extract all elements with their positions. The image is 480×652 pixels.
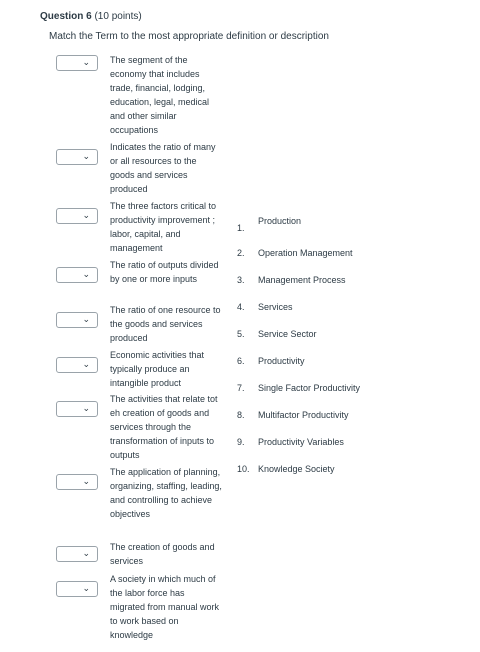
definition-text-4: The ratio of outputs divided by one or more inputs	[110, 260, 219, 284]
definition-text-1: The segment of the economy that includes trade, financial, lodging, education, legal, medical and other similar occupations	[110, 55, 210, 135]
answer-dropdown-4[interactable]	[56, 267, 98, 283]
answer-dropdown-5[interactable]	[56, 312, 98, 328]
answer-option-10	[237, 464, 335, 474]
answer-number: 1.	[237, 223, 245, 233]
answer-option-8	[237, 410, 349, 420]
definition-text-6: Economic activities that typically produce an intangible product	[110, 350, 205, 388]
answer-option-4	[237, 302, 293, 312]
answer-label: Service Sector	[258, 329, 317, 339]
answer-dropdown-2[interactable]	[56, 149, 98, 165]
chevron-down-icon: ⌄	[82, 404, 90, 414]
answer-dropdown-3[interactable]	[56, 208, 98, 224]
answer-label: Management Process	[258, 275, 346, 285]
chevron-down-icon: ⌄	[82, 549, 90, 559]
answer-label: Operation Management	[258, 248, 353, 258]
answer-number: 10.	[237, 464, 250, 474]
answer-option-7	[237, 383, 360, 393]
answer-number: 4.	[237, 302, 245, 312]
chevron-down-icon: ⌄	[82, 58, 90, 68]
definition-text-10: A society in which much of the labor force has migrated from manual work to work based on knowledge	[110, 574, 220, 640]
answer-option-1	[237, 216, 302, 233]
answer-number: 9.	[237, 437, 245, 447]
question-header	[40, 11, 142, 22]
answer-label: Multifactor Productivity	[258, 410, 349, 420]
answer-number: 6.	[237, 356, 245, 366]
definition-text-2: Indicates the ratio of many or all resources to the goods and services produced	[110, 142, 216, 194]
chevron-down-icon: ⌄	[82, 360, 90, 370]
answer-label: Productivity	[258, 356, 305, 366]
chevron-down-icon: ⌄	[82, 315, 90, 325]
answer-number: 2.	[237, 248, 245, 258]
answer-dropdown-6[interactable]	[56, 357, 98, 373]
question-points: (10 points)	[94, 11, 142, 22]
answer-dropdown-10[interactable]	[56, 581, 98, 597]
answer-label: Knowledge Society	[258, 464, 335, 474]
answer-number: 7.	[237, 383, 245, 393]
answer-option-2	[237, 248, 353, 258]
chevron-down-icon: ⌄	[82, 270, 90, 280]
answer-option-9	[237, 437, 344, 447]
answer-number: 8.	[237, 410, 245, 420]
question-title: Question 6	[40, 11, 92, 22]
answer-dropdown-8[interactable]	[56, 474, 98, 490]
answer-dropdown-1[interactable]	[56, 55, 98, 71]
answer-option-6	[237, 356, 305, 366]
chevron-down-icon: ⌄	[82, 477, 90, 487]
chevron-down-icon: ⌄	[82, 584, 90, 594]
answer-dropdown-7[interactable]	[56, 401, 98, 417]
answer-label: Productivity Variables	[258, 437, 344, 447]
definition-text-9: The creation of goods and services	[110, 542, 215, 566]
definition-text-3: The three factors critical to productivity improvement ; labor, capital, and management	[110, 201, 217, 253]
answer-label: Single Factor Productivity	[258, 383, 361, 393]
chevron-down-icon: ⌄	[82, 211, 90, 221]
answer-number: 3.	[237, 275, 245, 285]
answer-number: 5.	[237, 329, 245, 339]
definition-text-5: The ratio of one resource to the goods and services produced	[110, 305, 221, 343]
question-instructions: Match the Term to the most appropriate definition or description	[49, 31, 329, 42]
chevron-down-icon: ⌄	[82, 152, 90, 162]
definition-text-8: The application of planning, organizing, staffing, leading, and controlling to achieve objectives	[110, 467, 222, 519]
answer-option-3	[237, 275, 346, 285]
answer-dropdown-9[interactable]	[56, 546, 98, 562]
definition-text-7: The activities that relate tot eh creation of goods and services through the transformation of inputs to outputs	[110, 394, 218, 460]
answer-label: Services	[258, 302, 293, 312]
answer-label: Production	[258, 216, 302, 226]
answer-option-5	[237, 329, 317, 339]
